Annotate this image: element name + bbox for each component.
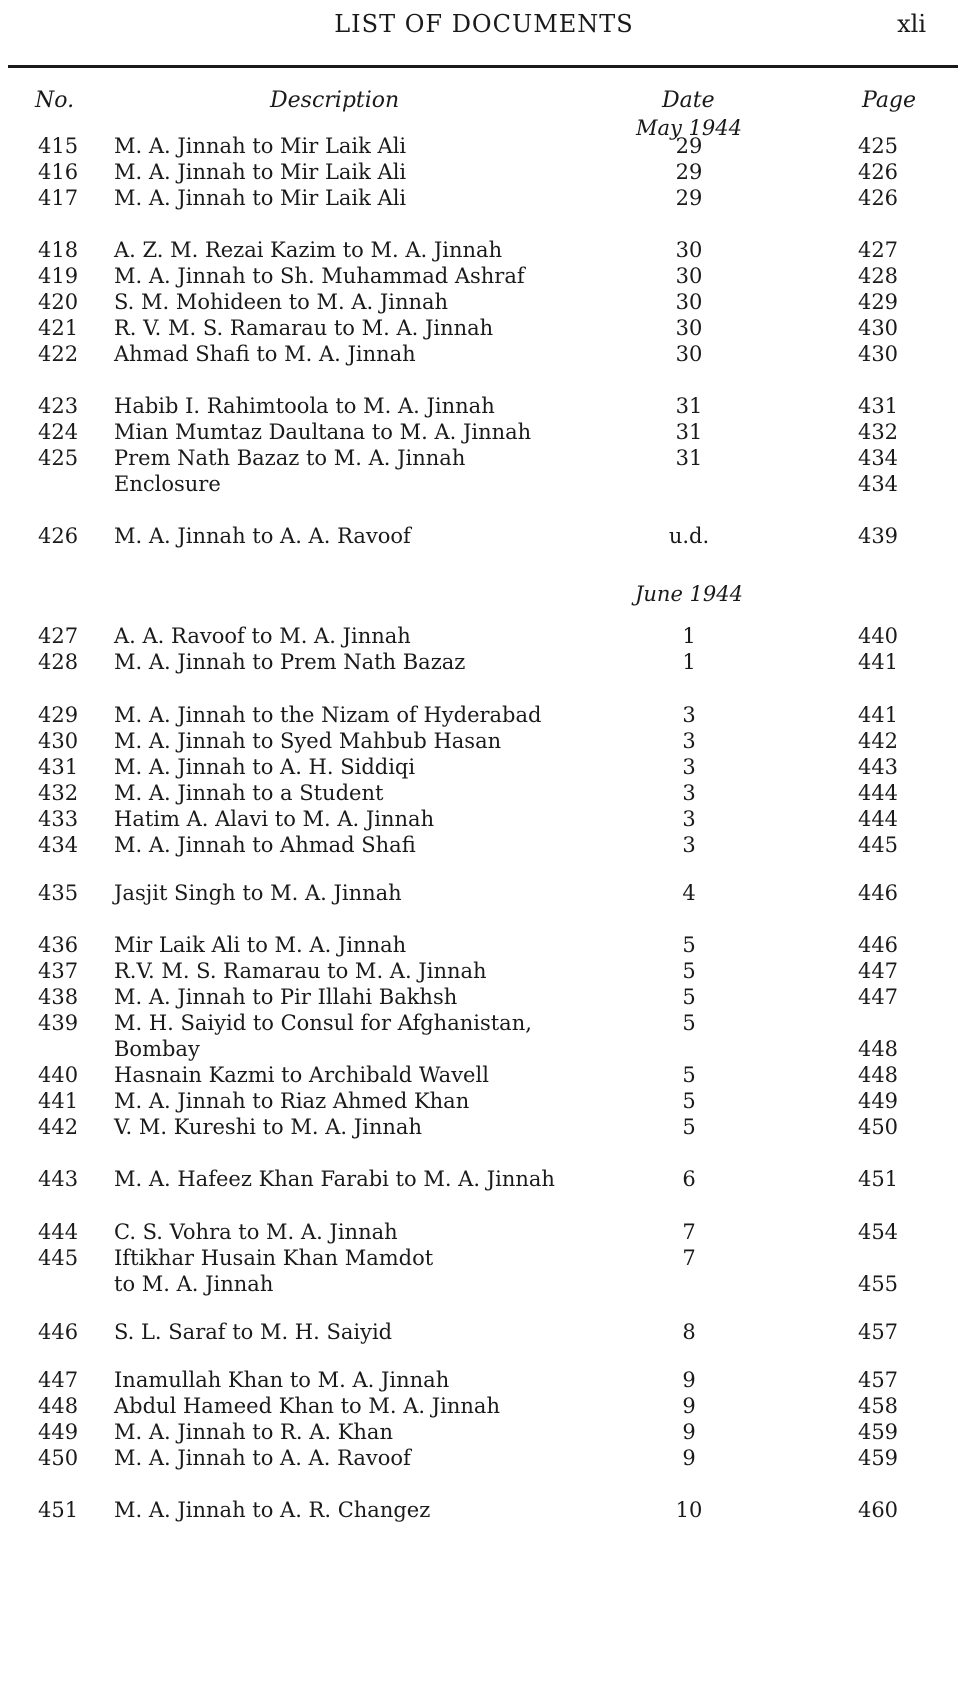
doc-description: M. A. Jinnah to Mir Laik Ali [114,134,407,158]
doc-description: A. Z. M. Rezai Kazim to M. A. Jinnah [114,238,503,262]
doc-description: Ahmad Shafi to M. A. Jinnah [114,342,416,366]
doc-page: 457 [857,1368,899,1392]
doc-number: 435 [38,881,79,905]
doc-description: M. A. Jinnah to Mir Laik Ali [114,160,407,184]
doc-date: 31 [675,394,703,418]
doc-page: 444 [857,807,899,831]
column-header-page: Page [862,88,917,113]
table-row [0,472,968,500]
doc-number: 425 [38,446,79,470]
doc-date: 8 [682,1320,696,1344]
doc-number: 440 [38,1063,79,1087]
doc-description: M. H. Saiyid to Consul for Afghanistan, [114,1011,532,1035]
doc-page: 444 [857,781,899,805]
doc-date: 30 [675,264,703,288]
doc-page: 439 [857,524,899,548]
table-row [0,1089,968,1117]
doc-number: 423 [38,394,79,418]
doc-number: 432 [38,781,79,805]
doc-description: M. A. Jinnah to Pir Illahi Bakhsh [114,985,458,1009]
table-row [0,134,968,162]
doc-number: 418 [38,238,79,262]
doc-date: 4 [682,881,696,905]
doc-description: M. A. Jinnah to R. A. Khan [114,1420,393,1444]
month-label-june: June 1944 [634,582,743,606]
doc-description: Inamullah Khan to M. A. Jinnah [114,1368,450,1392]
table-row [0,1498,968,1526]
doc-date: 3 [682,807,696,831]
doc-page: 443 [857,755,899,779]
doc-date: 3 [682,833,696,857]
doc-date: 3 [682,703,696,727]
doc-page: 426 [857,186,899,210]
doc-page: 428 [857,264,899,288]
doc-number: 449 [38,1420,79,1444]
doc-number: 426 [38,524,79,548]
doc-description: M. A. Jinnah to a Student [114,781,384,805]
table-row [0,959,968,987]
doc-description: S. M. Mohideen to M. A. Jinnah [114,290,449,314]
doc-description: M. A. Jinnah to the Nizam of Hyderabad [114,703,542,727]
doc-page: 446 [857,881,899,905]
doc-number: 427 [38,624,79,648]
doc-page: 451 [857,1167,899,1191]
doc-description: Enclosure [114,472,221,496]
table-row [0,1446,968,1474]
table-row [0,316,968,344]
doc-page: 425 [857,134,899,158]
table-row [0,703,968,731]
doc-description: R. V. M. S. Ramarau to M. A. Jinnah [114,316,494,340]
doc-description: Mir Laik Ali to M. A. Jinnah [114,933,407,957]
doc-date: 5 [682,1115,696,1139]
doc-description: Hatim A. Alavi to M. A. Jinnah [114,807,435,831]
table-row [0,1272,968,1300]
doc-page: 430 [857,342,899,366]
doc-number: 448 [38,1394,79,1418]
doc-date: 9 [682,1368,696,1392]
doc-page: 448 [857,1037,899,1061]
doc-description: R.V. M. S. Ramarau to M. A. Jinnah [114,959,487,983]
doc-page: 454 [857,1220,899,1244]
page-number: xli [897,10,926,38]
doc-description: M. A. Jinnah to A. H. Siddiqi [114,755,416,779]
table-row [0,160,968,188]
doc-number: 437 [38,959,79,983]
doc-date: 5 [682,1089,696,1113]
doc-description: Mian Mumtaz Daultana to M. A. Jinnah [114,420,532,444]
doc-date: 30 [675,290,703,314]
doc-date: 5 [682,985,696,1009]
doc-description: M. A. Jinnah to A. A. Ravoof [114,524,411,548]
doc-date: 7 [682,1246,696,1270]
doc-description: to M. A. Jinnah [114,1272,274,1296]
table-row [0,1220,968,1248]
doc-number: 438 [38,985,79,1009]
doc-number: 424 [38,420,79,444]
doc-page: 446 [857,933,899,957]
column-header-date: Date [662,88,715,113]
doc-description: C. S. Vohra to M. A. Jinnah [114,1220,398,1244]
table-row [0,985,968,1013]
table-row [0,1368,968,1396]
doc-description: Prem Nath Bazaz to M. A. Jinnah [114,446,466,470]
doc-date: 3 [682,755,696,779]
doc-page: 431 [857,394,899,418]
doc-date: 5 [682,959,696,983]
doc-page: 442 [857,729,899,753]
doc-number: 439 [38,1011,79,1035]
table-row [0,1167,968,1195]
doc-page: 458 [857,1394,899,1418]
doc-number: 429 [38,703,79,727]
table-row [0,807,968,835]
doc-page: 426 [857,160,899,184]
doc-number: 441 [38,1089,79,1113]
doc-description: M. A. Jinnah to Mir Laik Ali [114,186,407,210]
table-row [0,933,968,961]
doc-description: M. A. Jinnah to Ahmad Shafi [114,833,416,857]
doc-description: A. A. Ravoof to M. A. Jinnah [114,624,411,648]
table-row [0,1246,968,1274]
table-row [0,290,968,318]
table-row [0,833,968,861]
doc-number: 430 [38,729,79,753]
doc-description: Iftikhar Husain Khan Mamdot [114,1246,434,1270]
doc-page: 441 [857,650,899,674]
doc-page: 447 [857,959,899,983]
doc-date: 10 [675,1498,703,1522]
table-row [0,624,968,652]
doc-date: 3 [682,729,696,753]
table-row [0,881,968,909]
doc-date: 30 [675,238,703,262]
table-row [0,729,968,757]
doc-page: 459 [857,1446,899,1470]
doc-number: 419 [38,264,79,288]
table-row [0,394,968,422]
doc-page: 432 [857,420,899,444]
doc-description: Abdul Hameed Khan to M. A. Jinnah [114,1394,500,1418]
doc-description: Jasjit Singh to M. A. Jinnah [114,881,402,905]
doc-number: 442 [38,1115,79,1139]
column-header-no: No. [35,88,75,113]
month-label-may: May 1944 [635,116,742,140]
table-row [0,264,968,292]
doc-page: 445 [857,833,899,857]
doc-page: 460 [857,1498,899,1522]
doc-date: 31 [675,420,703,444]
doc-number: 445 [38,1246,79,1270]
doc-page: 440 [857,624,899,648]
doc-description: Bombay [114,1037,200,1061]
doc-description: Habib I. Rahimtoola to M. A. Jinnah [114,394,495,418]
doc-page: 434 [857,472,899,496]
doc-page: 455 [857,1272,899,1296]
doc-number: 422 [38,342,79,366]
table-row [0,1011,968,1039]
table-row [0,781,968,809]
doc-date: 5 [682,933,696,957]
doc-number: 443 [38,1167,79,1191]
doc-date: 30 [675,342,703,366]
doc-date: 9 [682,1420,696,1444]
doc-number: 415 [38,134,79,158]
doc-date: 29 [675,186,703,210]
doc-number: 421 [38,316,79,340]
doc-number: 428 [38,650,79,674]
doc-number: 436 [38,933,79,957]
page-title: LIST OF DOCUMENTS [334,10,634,38]
doc-page: 430 [857,316,899,340]
table-row [0,1420,968,1448]
doc-description: M. A. Jinnah to Sh. Muhammad Ashraf [114,264,525,288]
doc-description: M. A. Hafeez Khan Farabi to M. A. Jinnah [114,1167,555,1191]
doc-date: 29 [675,134,703,158]
doc-number: 433 [38,807,79,831]
doc-date: 30 [675,316,703,340]
doc-number: 451 [38,1498,79,1522]
table-row [0,238,968,266]
table-row [0,446,968,474]
doc-date: 6 [682,1167,696,1191]
doc-date: 5 [682,1011,696,1035]
doc-date: 1 [682,624,696,648]
doc-date: 7 [682,1220,696,1244]
doc-number: 444 [38,1220,79,1244]
doc-page: 457 [857,1320,899,1344]
doc-page: 447 [857,985,899,1009]
table-row [0,1320,968,1348]
doc-description: V. M. Kureshi to M. A. Jinnah [114,1115,422,1139]
doc-date: u.d. [668,524,710,548]
table-row [0,420,968,448]
doc-date: 29 [675,160,703,184]
doc-number: 416 [38,160,79,184]
doc-date: 1 [682,650,696,674]
doc-number: 434 [38,833,79,857]
table-row [0,1063,968,1091]
header-rule [8,65,958,68]
table-row [0,186,968,214]
doc-description: M. A. Jinnah to Syed Mahbub Hasan [114,729,502,753]
doc-description: M. A. Jinnah to A. R. Changez [114,1498,431,1522]
doc-date: 9 [682,1394,696,1418]
doc-description: M. A. Jinnah to Riaz Ahmed Khan [114,1089,470,1113]
doc-description: M. A. Jinnah to Prem Nath Bazaz [114,650,466,674]
doc-number: 446 [38,1320,79,1344]
doc-number: 447 [38,1368,79,1392]
table-row [0,1115,968,1143]
doc-date: 5 [682,1063,696,1087]
doc-page: 429 [857,290,899,314]
doc-number: 431 [38,755,79,779]
doc-page: 441 [857,703,899,727]
doc-date: 31 [675,446,703,470]
table-row [0,650,968,678]
table-row [0,1037,968,1065]
table-row [0,755,968,783]
doc-number: 420 [38,290,79,314]
doc-page: 459 [857,1420,899,1444]
table-row [0,1394,968,1422]
doc-description: Hasnain Kazmi to Archibald Wavell [114,1063,489,1087]
column-header-description: Description [270,88,400,113]
doc-page: 427 [857,238,899,262]
doc-number: 450 [38,1446,79,1470]
table-row [0,342,968,370]
doc-date: 3 [682,781,696,805]
doc-page: 449 [857,1089,899,1113]
doc-page: 434 [857,446,899,470]
doc-date: 9 [682,1446,696,1470]
doc-number: 417 [38,186,79,210]
doc-description: S. L. Saraf to M. H. Saiyid [114,1320,393,1344]
doc-page: 450 [857,1115,899,1139]
doc-description: M. A. Jinnah to A. A. Ravoof [114,1446,411,1470]
doc-page: 448 [857,1063,899,1087]
table-row [0,524,968,552]
